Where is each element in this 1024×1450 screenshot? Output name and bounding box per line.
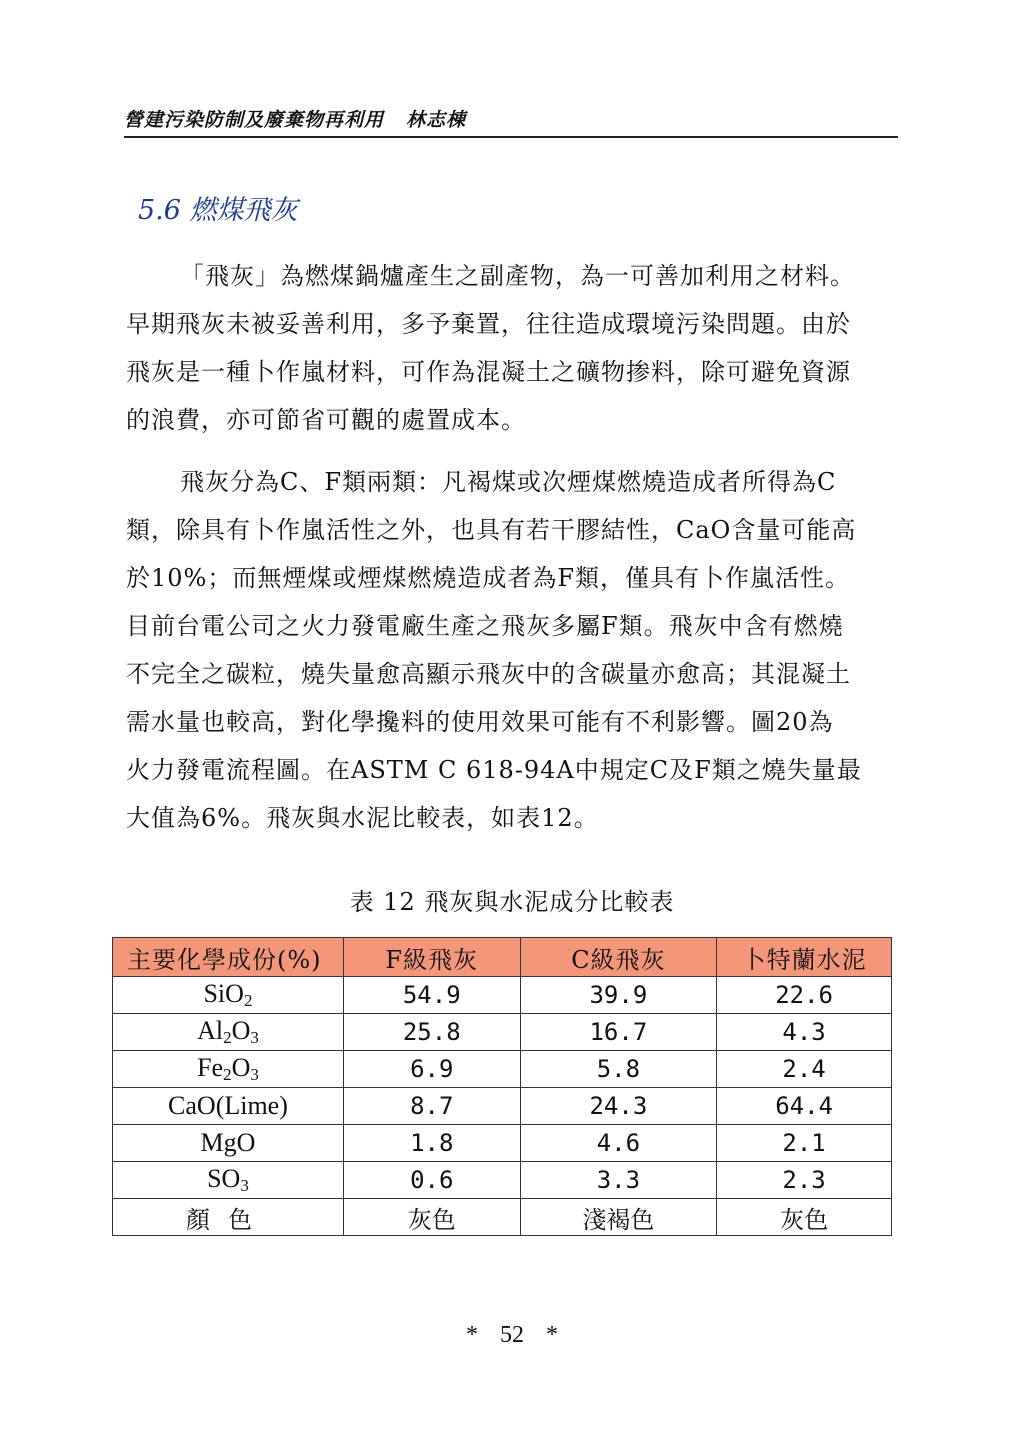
paragraph-line: 的浪費，亦可節省可觀的處置成本。: [126, 406, 526, 434]
value-cell: 4.3: [717, 1014, 892, 1051]
paragraph-line: 需水量也較高，對化學攙料的使用效果可能有不利影響。圖20為: [126, 708, 834, 736]
component-name: $Al_2O_3$: [113, 1014, 344, 1051]
paragraph-line: 飛灰是一種卜作嵐材料，可作為混凝土之礦物掺料，除可避免資源: [126, 358, 851, 386]
value-cell: 16.7: [520, 1014, 717, 1051]
table-row-color: [113, 1199, 892, 1236]
value-cell: 8.7: [343, 1088, 520, 1125]
header-title: 營建污染防制及廢棄物再利用: [124, 109, 385, 131]
table-caption: 表 12 飛灰與水泥成分比較表: [349, 888, 675, 916]
paragraph-line: 於10%；而無煙煤或煙煤燃燒造成者為F類，僅具有卜作嵐活性。: [126, 564, 850, 592]
footer-marker-right: *: [546, 1322, 558, 1348]
paragraph-intro: [126, 252, 906, 444]
table-row: [113, 1051, 892, 1088]
header-author: 林志棟: [406, 109, 467, 131]
header-c-fly-ash: C級飛灰: [520, 938, 717, 977]
paragraph-line: 「飛灰」為燃煤鍋爐產生之副產物，為一可善加利用之材料。: [180, 262, 855, 290]
section-number: 5.6: [138, 195, 181, 226]
component-name: MgO: [113, 1125, 344, 1162]
component-name: CaO(Lime): [113, 1088, 344, 1125]
value-cell: 3.3: [520, 1162, 717, 1199]
header-portland-cement: 卜特蘭水泥: [717, 938, 892, 977]
table-row: [113, 1088, 892, 1125]
page-number: 52: [500, 1322, 524, 1348]
header-f-fly-ash: F級飛灰: [343, 938, 520, 977]
component-name: SiO$_2$: [113, 977, 344, 1014]
value-cell: 2.3: [717, 1162, 892, 1199]
paragraph-line: 早期飛灰未被妥善利用，多予棄置，往往造成環境污染問題。由於: [126, 310, 851, 338]
value-cell: 39.9: [520, 977, 717, 1014]
value-cell: 2.4: [717, 1051, 892, 1088]
paragraph-line: 類，除具有卜作嵐活性之外，也具有若干膠結性，CaO含量可能高: [126, 516, 857, 544]
paragraph-line: 火力發電流程圖。在ASTM C 618-94A中規定C及F類之燒失量最: [126, 756, 862, 784]
color-cell: 灰色: [717, 1199, 892, 1236]
component-name: $SO_3$: [113, 1162, 344, 1199]
table-row: [113, 1125, 892, 1162]
paragraph-line: 不完全之碳粒，燒失量愈高顯示飛灰中的含碳量亦愈高；其混凝土: [126, 660, 851, 688]
color-cell: 灰色: [343, 1199, 520, 1236]
table-header-row: [113, 938, 892, 977]
value-cell: 5.8: [520, 1051, 717, 1088]
section-heading: [138, 188, 298, 227]
color-label: 顏色: [113, 1199, 344, 1236]
paragraph-line: 飛灰分為C、F類兩類：凡褐煤或次煙煤燃燒造成者所得為C: [180, 468, 837, 496]
footer-marker-left: *: [466, 1322, 478, 1348]
paragraph-line: 大值為6%。飛灰與水泥比較表，如表12。: [126, 804, 599, 832]
header-component: 主要化學成份(%): [113, 938, 344, 977]
value-cell: 54.9: [343, 977, 520, 1014]
paragraph-classification: [126, 458, 906, 842]
value-cell: 2.1: [717, 1125, 892, 1162]
value-cell: 22.6: [717, 977, 892, 1014]
value-cell: 1.8: [343, 1125, 520, 1162]
value-cell: 64.4: [717, 1088, 892, 1125]
section-title-text: 燃煤飛灰: [189, 195, 298, 226]
page-footer: [0, 1322, 1024, 1349]
value-cell: 0.6: [343, 1162, 520, 1199]
running-header: [124, 106, 898, 138]
component-name: $Fe_2O_3$: [113, 1051, 344, 1088]
table-row: [113, 977, 892, 1014]
paragraph-line: 目前台電公司之火力發電廠生產之飛灰多屬F類。飛灰中含有燃燒: [126, 612, 844, 640]
value-cell: 24.3: [520, 1088, 717, 1125]
value-cell: 25.8: [343, 1014, 520, 1051]
value-cell: 4.6: [520, 1125, 717, 1162]
color-cell: 淺褐色: [520, 1199, 717, 1236]
value-cell: 6.9: [343, 1051, 520, 1088]
composition-table: [112, 937, 892, 1236]
table-row: [113, 1014, 892, 1051]
table-row: [113, 1162, 892, 1199]
